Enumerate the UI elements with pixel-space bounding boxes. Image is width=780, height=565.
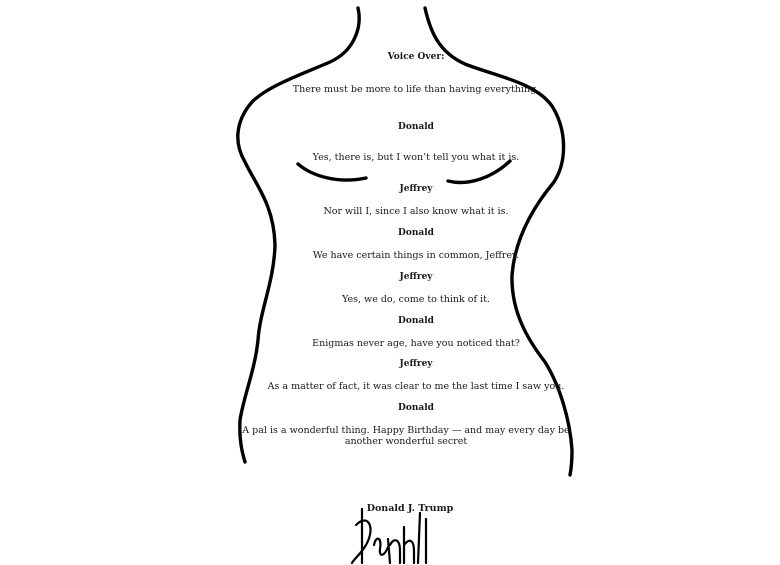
speaker-label: Donald [398,122,434,132]
right-breast-curve [448,161,510,182]
handwritten-signature [348,505,432,565]
dialogue-line: As a matter of fact, it was clear to me the last time I saw you. [267,381,565,392]
signature-name: Donald J. Trump [366,503,454,514]
voice-over-heading: Voice Over: [387,52,445,62]
voice-over-line: There must be more to life than having everything. [292,84,540,95]
speaker-label: Donald [398,403,434,413]
speaker-label: Jeffrey [399,272,433,282]
dialogue-line: Nor will I, since I also know what it is. [323,206,509,217]
dialogue-line: Yes, there is, but I won’t tell you what it is. [312,152,520,163]
dialogue-line: A pal is a wonderful thing. Happy Birthday — and may every day be another wonderful secret [242,425,570,447]
speaker-label: Donald [398,228,434,238]
dialogue-line: We have certain things in common, Jeffrey. [312,250,520,261]
dialogue-line: Yes, we do, come to think of it. [342,294,490,305]
speaker-label: Donald [398,316,434,326]
speaker-label: Jeffrey [399,359,433,369]
dialogue-line: Enigmas never age, have you noticed that? [312,338,520,349]
speaker-label: Jeffrey [399,184,433,194]
left-breast-curve [298,164,366,180]
